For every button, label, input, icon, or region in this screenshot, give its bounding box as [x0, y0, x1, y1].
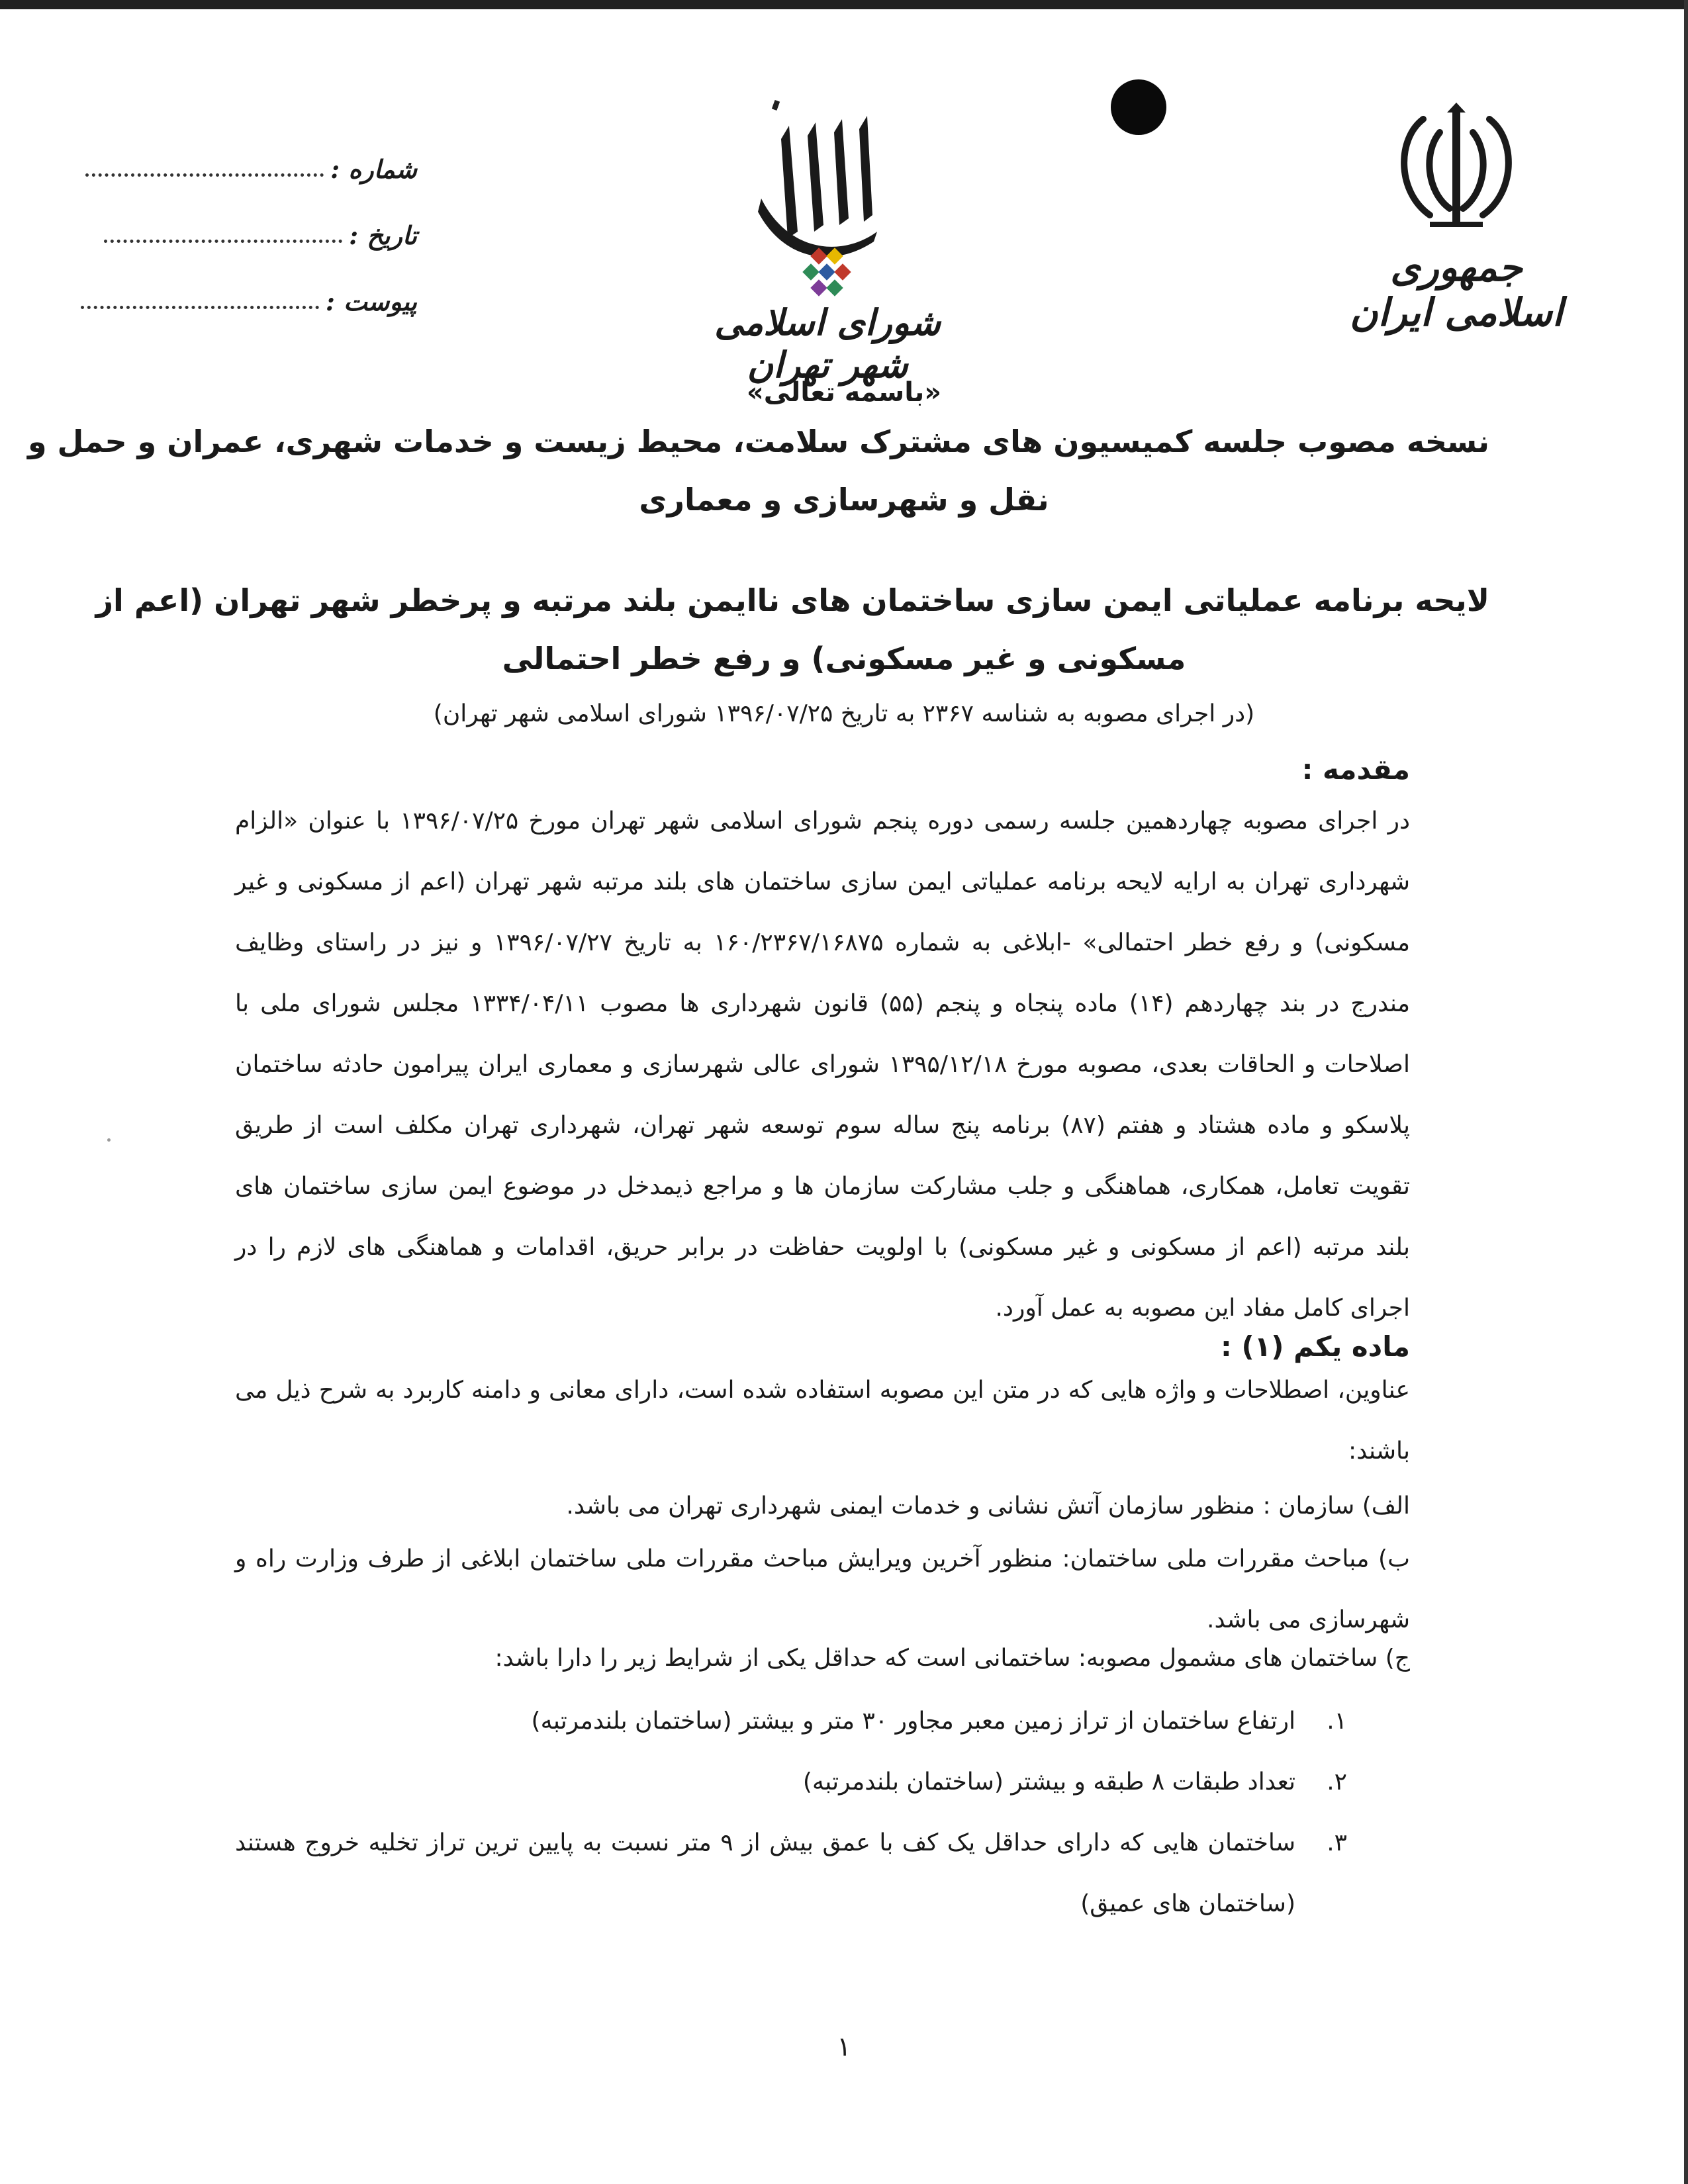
field-blank-line: [85, 161, 324, 177]
criteria-list: [235, 1691, 1347, 1934]
letter-date-field: [86, 202, 417, 268]
list-text: ارتفاع ساختمان از تراز زمین معبر مجاور ۳۰ متر و بیشتر (ساختمان بلندمرتبه): [531, 1707, 1295, 1735]
article-1-item-a: الف) سازمان : منظور سازمان آتش نشانی و خدمات ایمنی شهرداری تهران می باشد.: [566, 1492, 1410, 1520]
letter-number-field: [86, 136, 417, 202]
list-number: ۳.: [1327, 1829, 1347, 1856]
punch-hole-mark: [1111, 79, 1166, 135]
list-item: [235, 1813, 1347, 1934]
country-name: جمهوری اسلامی ایران: [1350, 245, 1563, 335]
bill-title-line: لایحه برنامه عملیاتی ایمن سازی ساختمان های ناایمن بلند مرتبه و پرخطر شهر تهران (اعم از: [95, 582, 1489, 618]
intro-title: مقدمه :: [1301, 753, 1410, 786]
list-text: تعداد طبقات ۸ طبقه و بیشتر (ساختمان بلندمرتبه): [802, 1768, 1295, 1796]
field-label: تاریخ :: [349, 220, 417, 250]
scan-speck: [107, 1138, 111, 1142]
page-number: ۱: [837, 2032, 851, 2062]
article-1-title: ماده یکم (۱) :: [1221, 1330, 1410, 1363]
list-number: ۱.: [1327, 1707, 1347, 1735]
bill-subtitle: (در اجرای مصوبه به شناسه ۲۳۶۷ به تاریخ ۱۳۹۶/۰۷/۲۵ شورای اسلامی شهر تهران): [433, 700, 1255, 727]
scan-top-edge: [0, 0, 1688, 9]
tehran-council-logo-icon: [735, 99, 920, 311]
list-text: ساختمان هایی که دارای حداقل یک کف با عمق بیش از ۹ متر نسبت به پایین ترین تراز تخلیه خروج هستند (ساختمان های عمیق): [235, 1829, 1295, 1917]
heading-line: نسخه مصوب جلسه کمیسیون های مشترک سلامت، محیط زیست و خدمات شهری، عمران و حمل و: [27, 424, 1489, 459]
scan-right-edge: [1684, 0, 1688, 2184]
field-blank-line: [104, 228, 342, 243]
list-item: [235, 1752, 1347, 1813]
basmala: «باسمه تعالی»: [746, 377, 942, 408]
field-blank-line: [81, 294, 319, 309]
field-label: شماره :: [330, 154, 417, 184]
list-number: ۲.: [1327, 1768, 1347, 1796]
heading-line: نقل و شهرسازی و معماری: [639, 482, 1049, 518]
article-1-item-c: ج) ساختمان های مشمول مصوبه: ساختمانی است که حداقل یکی از شرایط زیر را دارا باشد:: [494, 1645, 1410, 1672]
iran-emblem-icon: [1383, 99, 1529, 232]
council-name: شورای اسلامی شهر تهران: [714, 301, 941, 386]
article-1-definition: عناوین، اصطلاحات و واژه هایی که در متن این مصوبه استفاده شده است، دارای معانی و دامنه کاربرد به شرح ذیل می باشند:: [235, 1377, 1410, 1465]
list-item: [235, 1691, 1347, 1752]
article-1-item-b: ب) مباحث مقررات ملی ساختمان: منظور آخرین ویرایش مباحث مقررات ملی ساختمان ابلاغی از طرف وزارت راه و شهرسازی می باشد.: [235, 1545, 1410, 1633]
letter-reference-fields: [86, 136, 417, 334]
intro-paragraph: در اجرای مصوبه چهاردهمین جلسه رسمی دوره پنجم شورای اسلامی شهر تهران مورخ ۱۳۹۶/۰۷/۲۵ با عنوان «الزام شهرداری تهران به ارایه لایحه برنامه عملیاتی ایمن سازی ساختمان های بلند مرتبه شهر تهران (اعم از مسکونی و غیر مسکونی) و رفع خطر احتمالی» -ابلاغی به شماره ۱۶۰/۲۳۶۷/۱۶۸۷۵ به تاریخ ۱۳۹۶/۰۷/۲۷ و نیز در راستای وظایف مندرج در بند چهاردهم (۱۴) ماده پنجاه و پنجم (۵۵) قانون شهرداری ها مصوب ۱۳۳۴/۰۴/۱۱ مجلس شورای ملی با اصلاحات و الحاقات بعدی، مصوبه مورخ ۱۳۹۵/۱۲/۱۸ شورای عالی شهرسازی و معماری ایران پیرامون حادثه ساختمان پلاسکو و ماده هشتاد و هفتم (۸۷) برنامه پنج ساله سوم توسعه شهر تهران، شهرداری تهران مکلف است از طریق تقویت تعامل، همکاری، هماهنگی و جلب مشارکت سازمان ها و مراجع ذیمدخل در موضوع ایمن سازی ساختمان های بلند مرتبه (اعم از مسکونی و غیر مسکونی) با اولویت حفاظت در برابر حریق، اقدامات و هماهنگی های لازم را در اجرای کامل مفاد این مصوبه به عمل آورد.: [235, 807, 1410, 1322]
letter-attachment-field: [86, 268, 417, 334]
bill-title-line: مسکونی و غیر مسکونی) و رفع خطر احتمالی: [502, 641, 1186, 676]
field-label: پیوست :: [325, 286, 417, 316]
